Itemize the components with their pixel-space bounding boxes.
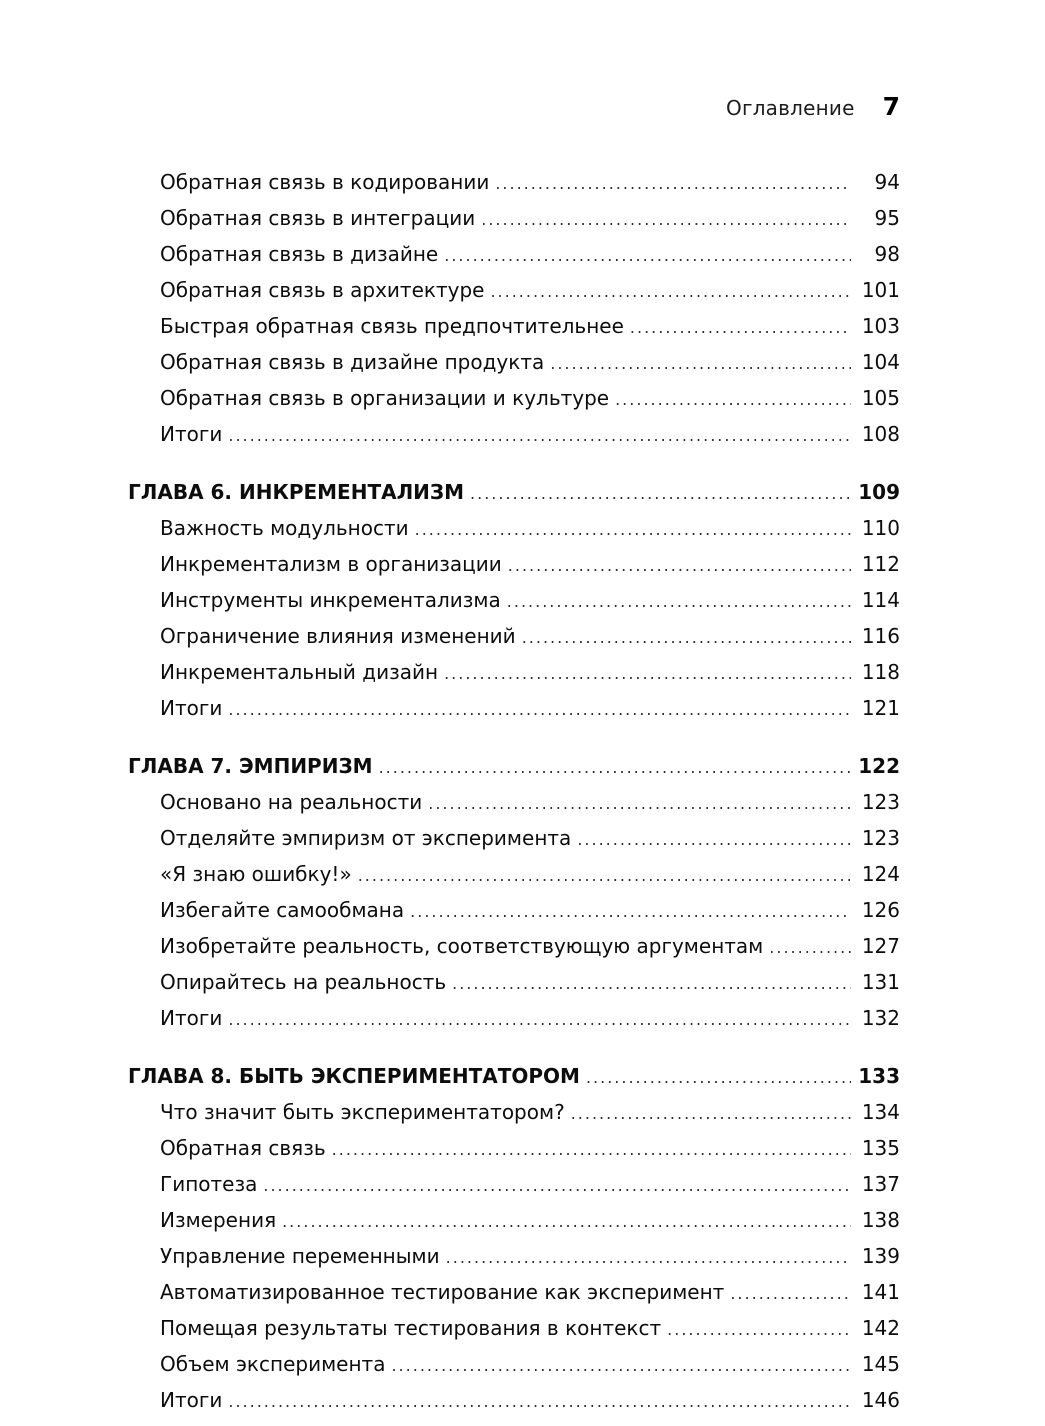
toc-entry-title: Инкрементальный дизайн xyxy=(160,660,439,684)
toc-entry-title: Обратная связь в интеграции xyxy=(160,206,476,230)
page-header xyxy=(128,92,900,121)
toc-entry xyxy=(128,619,900,655)
chapter-heading-title: ГЛАВА 7. ЭМПИРИЗМ xyxy=(128,754,373,778)
toc-entry xyxy=(128,1203,900,1239)
toc-entries xyxy=(128,1095,900,1419)
toc-entry-page: 135 xyxy=(861,1136,900,1160)
toc-entry xyxy=(128,691,900,727)
toc-entry-title: Обратная связь в архитектуре xyxy=(160,278,485,302)
toc-entries xyxy=(128,785,900,1037)
dot-leader xyxy=(586,1061,851,1095)
dot-leader xyxy=(615,383,851,417)
toc-entry-title: Изобретайте реальность, соответствующую аргументам xyxy=(160,934,764,958)
dot-leader xyxy=(228,693,851,727)
toc-entry-page: 95 xyxy=(874,206,900,230)
toc-entry-title: Избегайте самообмана xyxy=(160,898,405,922)
dot-leader xyxy=(358,859,851,893)
toc-entry-title: Управление переменными xyxy=(160,1244,440,1268)
toc-entry xyxy=(128,929,900,965)
toc-entry-page: 127 xyxy=(861,934,900,958)
toc-entry xyxy=(128,547,900,583)
toc-entry-title: Быстрая обратная связь предпочтительнее xyxy=(160,314,624,338)
toc-entry-page: 103 xyxy=(861,314,900,338)
toc-entry-title: Обратная связь xyxy=(160,1136,326,1160)
toc-entry xyxy=(128,309,900,345)
toc-entry xyxy=(128,1275,900,1311)
toc-entry-title: Основано на реальности xyxy=(160,790,423,814)
toc-entry-title: Обратная связь в дизайне xyxy=(160,242,439,266)
chapter-heading-row xyxy=(128,1059,900,1095)
toc-entry-title: Объем эксперимента xyxy=(160,1352,386,1376)
toc-entry-title: Итоги xyxy=(160,696,223,720)
toc-entry-title: Гипотеза xyxy=(160,1172,258,1196)
dot-leader xyxy=(577,823,851,857)
toc-entry xyxy=(128,1347,900,1383)
toc-entry-page: 134 xyxy=(861,1100,900,1124)
toc-entry-page: 138 xyxy=(861,1208,900,1232)
toc-entry xyxy=(128,1131,900,1167)
toc-entry-title: Итоги xyxy=(160,422,223,446)
toc-entry xyxy=(128,345,900,381)
dot-leader xyxy=(282,1205,851,1239)
toc-entry xyxy=(128,1001,900,1037)
toc-entry xyxy=(128,201,900,237)
toc-entry-page: 146 xyxy=(861,1388,900,1412)
toc-entries xyxy=(128,511,900,727)
toc-entry xyxy=(128,1167,900,1203)
toc-entry xyxy=(128,821,900,857)
toc-entry-title: Важность модульности xyxy=(160,516,409,540)
toc-entry xyxy=(128,583,900,619)
toc-entry xyxy=(128,165,900,201)
chapter-heading-title: ГЛАВА 8. БЫТЬ ЭКСПЕРИМЕНТАТОРОМ xyxy=(128,1064,580,1088)
toc-entry-title: Отделяйте эмпиризм от эксперимента xyxy=(160,826,572,850)
toc-section xyxy=(128,1059,900,1419)
toc-section xyxy=(128,475,900,727)
toc-entry-page: 139 xyxy=(861,1244,900,1268)
toc-entry xyxy=(128,1095,900,1131)
dot-leader xyxy=(730,1277,851,1311)
dot-leader xyxy=(415,513,851,547)
page-number: 7 xyxy=(882,92,900,121)
chapter-heading-page: 109 xyxy=(858,480,900,504)
toc-entries xyxy=(128,165,900,453)
dot-leader xyxy=(667,1313,851,1347)
dot-leader xyxy=(522,621,851,655)
dot-leader xyxy=(444,239,851,273)
chapter-heading-page: 122 xyxy=(858,754,900,778)
toc-entry-page: 108 xyxy=(861,422,900,446)
toc-entry-page: 116 xyxy=(861,624,900,648)
toc-entry xyxy=(128,785,900,821)
dot-leader xyxy=(228,1003,851,1037)
dot-leader xyxy=(769,931,851,965)
toc-entry-page: 101 xyxy=(861,278,900,302)
toc-entry-title: Опирайтесь на реальность xyxy=(160,970,447,994)
toc-entry-page: 118 xyxy=(861,660,900,684)
toc-entry-title: Обратная связь в дизайне продукта xyxy=(160,350,545,374)
toc-entry-page: 94 xyxy=(874,170,900,194)
toc-entry-page: 124 xyxy=(861,862,900,886)
toc-entry-page: 142 xyxy=(861,1316,900,1340)
dot-leader xyxy=(428,787,851,821)
dot-leader xyxy=(263,1169,851,1203)
toc-entry-page: 145 xyxy=(861,1352,900,1376)
toc-entry xyxy=(128,417,900,453)
toc-entry-page: 126 xyxy=(861,898,900,922)
toc-section xyxy=(128,749,900,1037)
toc-entry-title: Инструменты инкрементализма xyxy=(160,588,501,612)
toc-entry-page: 123 xyxy=(861,826,900,850)
dot-leader xyxy=(481,203,851,237)
toc-entry-page: 123 xyxy=(861,790,900,814)
toc-entry-title: Измерения xyxy=(160,1208,277,1232)
toc-entry-title: Автоматизированное тестирование как эксперимент xyxy=(160,1280,725,1304)
toc-entry-page: 114 xyxy=(861,588,900,612)
toc-entry xyxy=(128,655,900,691)
dot-leader xyxy=(444,657,851,691)
toc-entry-page: 104 xyxy=(861,350,900,374)
toc-entry-page: 131 xyxy=(861,970,900,994)
dot-leader xyxy=(391,1349,851,1383)
dot-leader xyxy=(228,1385,851,1419)
dot-leader xyxy=(379,751,851,785)
toc-entry-title: Обратная связь в кодировании xyxy=(160,170,490,194)
dot-leader xyxy=(495,167,851,201)
toc-entry-title: Обратная связь в организации и культуре xyxy=(160,386,610,410)
chapter-heading-page: 133 xyxy=(858,1064,900,1088)
toc-entry-page: 112 xyxy=(861,552,900,576)
dot-leader xyxy=(228,419,851,453)
chapter-heading-row xyxy=(128,749,900,785)
dot-leader xyxy=(446,1241,851,1275)
dot-leader xyxy=(508,549,851,583)
chapter-heading-row xyxy=(128,475,900,511)
dot-leader xyxy=(550,347,851,381)
toc-section xyxy=(128,165,900,453)
toc-entry xyxy=(128,237,900,273)
toc-entry-page: 98 xyxy=(874,242,900,266)
toc-entry-title: Итоги xyxy=(160,1006,223,1030)
dot-leader xyxy=(507,585,851,619)
toc-entry-title: Итоги xyxy=(160,1388,223,1412)
toc-entry xyxy=(128,1383,900,1419)
toc-entry-title: «Я знаю ошибку!» xyxy=(160,862,352,886)
toc-entry-page: 132 xyxy=(861,1006,900,1030)
dot-leader xyxy=(571,1097,851,1131)
toc-entry xyxy=(128,1311,900,1347)
toc-entry-page: 137 xyxy=(861,1172,900,1196)
toc-entry-page: 105 xyxy=(861,386,900,410)
dot-leader xyxy=(410,895,851,929)
toc-entry-page: 110 xyxy=(861,516,900,540)
toc-entry xyxy=(128,965,900,1001)
toc-entry xyxy=(128,273,900,309)
toc-entry xyxy=(128,893,900,929)
dot-leader xyxy=(452,967,851,1001)
dot-leader xyxy=(490,275,851,309)
toc-entry xyxy=(128,511,900,547)
toc-entry-title: Инкрементализм в организации xyxy=(160,552,502,576)
dot-leader xyxy=(630,311,851,345)
dot-leader xyxy=(470,477,851,511)
dot-leader xyxy=(332,1133,851,1167)
toc-list xyxy=(128,165,900,1419)
toc-entry xyxy=(128,381,900,417)
toc-entry-page: 121 xyxy=(861,696,900,720)
toc-entry xyxy=(128,1239,900,1275)
toc-entry-title: Что значит быть экспериментатором? xyxy=(160,1100,565,1124)
chapter-heading-title: ГЛАВА 6. ИНКРЕМЕНТАЛИЗМ xyxy=(128,480,465,504)
toc-entry-title: Ограничение влияния изменений xyxy=(160,624,516,648)
toc-entry-title: Помещая результаты тестирования в контекст xyxy=(160,1316,662,1340)
toc-entry-page: 141 xyxy=(861,1280,900,1304)
toc-entry xyxy=(128,857,900,893)
running-head: Оглавление xyxy=(726,96,855,120)
